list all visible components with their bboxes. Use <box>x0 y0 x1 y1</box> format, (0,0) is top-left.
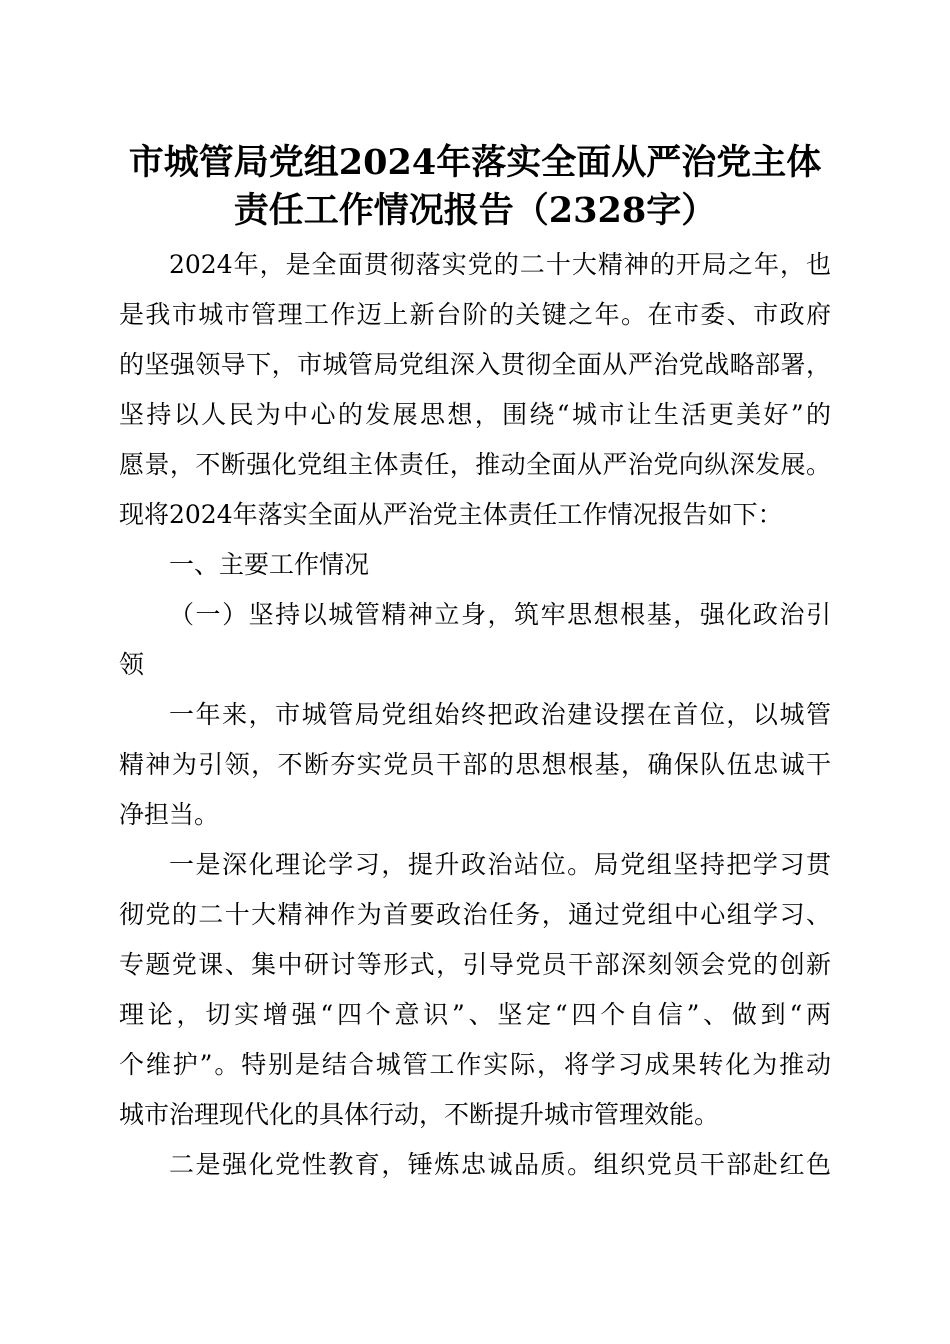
intro-line: 的坚强领导下，市城管局党组深入贯彻全面从严治党战略部署， <box>119 350 831 379</box>
intro-line: 坚持以人民为中心的发展思想，围绕“城市让生活更美好”的 <box>119 400 831 429</box>
document-title-line-1: 市城管局党组2024年落实全面从严治党主体 <box>128 142 822 183</box>
subsection-heading-line: （一）坚持以城管精神立身，筑牢思想根基，强化政治引 <box>169 600 831 629</box>
paragraph-line: 专题党课、集中研讨等形式，引导党员干部深刻领会党的创新 <box>119 950 831 979</box>
document-title-line-2: 责任工作情况报告（2328字） <box>233 190 717 231</box>
subsection-heading-line: 领 <box>119 650 145 679</box>
paragraph-line: 一是深化理论学习，提升政治站位。局党组坚持把学习贯 <box>169 850 831 879</box>
paragraph-line: 二是强化党性教育，锤炼忠诚品质。组织党员干部赴红色 <box>169 1150 831 1179</box>
paragraph-line: 理论，切实增强“四个意识”、坚定“四个自信”、做到“两 <box>119 1000 831 1029</box>
intro-line: 现将2024年落实全面从严治党主体责任工作情况报告如下： <box>119 500 783 529</box>
paragraph-line: 彻党的二十大精神作为首要政治任务，通过党组中心组学习、 <box>119 900 831 929</box>
intro-line: 2024年，是全面贯彻落实党的二十大精神的开局之年，也 <box>169 250 831 279</box>
intro-line: 愿景，不断强化党组主体责任，推动全面从严治党向纵深发展。 <box>119 450 831 479</box>
paragraph-line: 一年来，市城管局党组始终把政治建设摆在首位，以城管 <box>169 700 831 729</box>
section-heading: 一、主要工作情况 <box>169 550 370 579</box>
paragraph-line: 城市治理现代化的具体行动，不断提升城市管理效能。 <box>119 1100 720 1129</box>
paragraph-line: 净担当。 <box>119 800 220 829</box>
intro-line: 是我市城市管理工作迈上新台阶的关键之年。在市委、市政府 <box>119 300 831 329</box>
paragraph-line: 个维护”。特别是结合城管工作实际，将学习成果转化为推动 <box>119 1050 831 1079</box>
paragraph-line: 精神为引领，不断夯实党员干部的思想根基，确保队伍忠诚干 <box>119 750 831 779</box>
